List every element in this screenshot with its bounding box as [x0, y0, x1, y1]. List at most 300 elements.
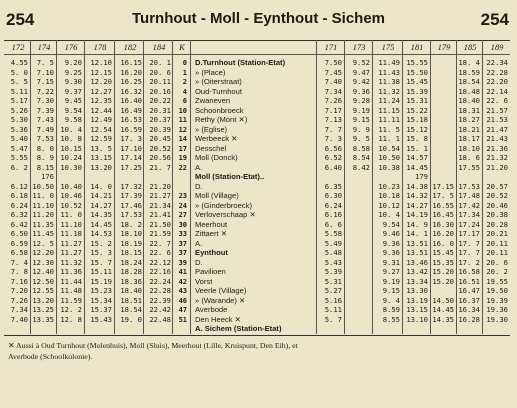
time-cell: 8. 9: [36, 153, 54, 162]
time-cell: 22.12: [149, 257, 171, 267]
time-cell: 12.50: [32, 276, 54, 286]
time-cell: 15.50: [406, 67, 428, 77]
time-cell: 7.30: [36, 96, 54, 105]
time-cell: 7.45: [324, 67, 342, 77]
time-cell: 15.20: [432, 276, 454, 286]
time-cell: 17. 5: [432, 191, 454, 200]
km-cell: 30: [178, 220, 187, 229]
time-cell: 10.38: [378, 162, 400, 172]
time-cell: 11. 1: [378, 134, 400, 143]
km-cell: 12: [178, 125, 187, 134]
time-cell: 15.22: [406, 105, 428, 115]
km-cell: 46: [178, 296, 187, 305]
station-name: Schoonbroeck: [195, 105, 244, 115]
time-cell: 16.45: [432, 210, 454, 219]
time-cell: 11.32: [60, 257, 82, 267]
time-cell: 10.40: [60, 181, 82, 191]
station-name: A. Sichem (Station-Etat): [195, 324, 282, 333]
table-row: [0, 58, 517, 68]
time-cell: 17.10: [120, 143, 142, 153]
time-cell: 12. 2: [60, 305, 82, 314]
time-cell: 6.42: [10, 219, 28, 229]
time-cell: 5. 5: [10, 77, 28, 86]
time-cell: 20.28: [486, 219, 508, 229]
time-cell: 12.35: [90, 96, 112, 105]
table-row: [0, 201, 517, 211]
time-cell: 18.51: [120, 295, 142, 305]
time-cell: 13.46: [406, 257, 428, 267]
time-cell: 10.50: [32, 181, 54, 191]
time-cell: 13.15: [406, 305, 428, 314]
time-cell: 22. 6: [149, 248, 171, 257]
time-cell: 9.46: [382, 229, 400, 238]
km-cell: 42: [178, 277, 187, 286]
time-cell: 9.42: [352, 77, 370, 86]
time-cell: 22.42: [149, 305, 171, 314]
time-cell: 18.27: [458, 115, 480, 124]
time-cell: 20.37: [149, 115, 171, 124]
time-cell: 15.43: [90, 314, 112, 324]
time-cell: 10. 4: [60, 124, 82, 134]
time-cell: 15.11: [90, 267, 112, 276]
time-cell: 7.17: [324, 105, 342, 115]
table-row: [0, 115, 517, 125]
time-cell: 6.24: [324, 200, 342, 210]
time-cell: 18.36: [120, 276, 142, 286]
station-name: Meerhout: [195, 219, 228, 229]
time-cell: 19.50: [486, 286, 508, 295]
time-cell: 20. 6: [149, 67, 171, 77]
time-cell: 11.49: [378, 58, 400, 67]
time-cell: 13.15: [90, 153, 112, 162]
time-cell: 176: [41, 172, 54, 181]
time-cell: 20.56: [149, 153, 171, 162]
time-cell: 19.55: [486, 276, 508, 286]
time-cell: 9.28: [352, 96, 370, 105]
time-cell: 13. 5: [90, 143, 112, 153]
time-cell: 7.15: [36, 77, 54, 86]
time-cell: 17.25: [120, 162, 142, 172]
time-cell: 11.24: [378, 96, 400, 105]
table-row: [0, 248, 517, 258]
km-cell: 23: [178, 192, 187, 200]
time-cell: 9.30: [64, 77, 82, 86]
table-row: [0, 106, 517, 116]
time-cell: 12.20: [90, 77, 112, 86]
time-cell: 15. 8: [406, 134, 428, 143]
station-name: Moll (Station-Etat)..: [195, 172, 265, 181]
time-cell: 22.48: [149, 314, 171, 324]
time-cell: 11.43: [378, 67, 400, 77]
time-cell: 10.50: [378, 153, 400, 162]
time-cell: 20.45: [149, 134, 171, 143]
station-name: » (Place): [195, 67, 226, 77]
time-cell: 12.15: [90, 67, 112, 77]
km-cell: 37: [178, 249, 187, 257]
column-header-189: 189: [490, 42, 504, 52]
table-row: [0, 296, 517, 306]
time-cell: 17.42: [458, 200, 480, 210]
time-cell: 11. 5: [378, 124, 400, 134]
time-cell: 17.17: [458, 229, 480, 238]
header-divider: [4, 54, 510, 55]
time-cell: 11.10: [32, 200, 54, 210]
station-name: Zittaert ✕: [195, 229, 228, 238]
time-cell: 7.10: [36, 67, 54, 77]
time-cell: 6.35: [324, 181, 342, 191]
time-cell: 7. 3: [324, 134, 342, 143]
time-cell: 14.38: [406, 181, 428, 191]
station-name: A.: [195, 162, 203, 172]
time-cell: 12.27: [90, 86, 112, 96]
time-cell: 6.52: [324, 153, 342, 162]
table-row: [0, 286, 517, 296]
timetable-header: [0, 0, 517, 36]
time-cell: 12. 5: [32, 238, 54, 248]
time-cell: 9.19: [352, 105, 370, 115]
station-name: Eynthout: [195, 248, 228, 257]
time-cell: 17. 7: [458, 238, 480, 248]
time-cell: 17. 2: [458, 257, 480, 267]
time-cell: 9.45: [64, 96, 82, 105]
time-cell: 16.28: [458, 314, 480, 324]
time-cell: 20.22: [149, 96, 171, 105]
time-cell: 21.43: [486, 134, 508, 143]
station-name: A.: [195, 238, 203, 248]
time-cell: 16.20: [432, 229, 454, 238]
time-cell: 20.11: [486, 238, 508, 248]
table-row: [0, 305, 517, 315]
time-cell: 15.20: [432, 267, 454, 276]
time-cell: 7.43: [36, 115, 54, 124]
time-cell: 18.54: [120, 305, 142, 314]
column-header-K: K: [179, 42, 185, 52]
time-cell: 15. 3: [90, 248, 112, 257]
time-cell: 18.31: [458, 105, 480, 115]
table-row: [0, 182, 517, 192]
time-cell: 21.36: [486, 143, 508, 153]
time-cell: 22.34: [486, 58, 508, 67]
time-cell: 20.21: [486, 229, 508, 238]
km-cell: 41: [178, 268, 187, 276]
station-name: Averbode: [195, 305, 228, 314]
column-header-185: 185: [463, 42, 477, 52]
time-cell: 16.55: [432, 200, 454, 210]
time-cell: 17.34: [458, 210, 480, 219]
time-cell: 17.15: [432, 181, 454, 191]
column-header-174: 174: [37, 42, 51, 52]
time-cell: 5.43: [324, 257, 342, 267]
time-cell: 6.40: [324, 162, 342, 172]
time-cell: 21.57: [486, 105, 508, 115]
time-cell: 13.10: [406, 314, 428, 324]
time-cell: 16.15: [120, 58, 142, 67]
time-cell: 7. 5: [36, 58, 54, 67]
time-cell: 5.49: [324, 238, 342, 248]
time-cell: 5. 0: [10, 67, 28, 77]
table-row: [0, 324, 517, 334]
time-cell: 20.52: [486, 191, 508, 200]
column-header-184: 184: [152, 42, 166, 52]
table-row: [0, 68, 517, 78]
table-row: [0, 125, 517, 135]
station-name: Moll (Donck): [195, 153, 238, 162]
time-cell: 5.27: [324, 286, 342, 295]
time-cell: 179: [415, 172, 428, 181]
time-cell: 9.54: [64, 105, 82, 115]
time-cell: 7.16: [10, 276, 28, 286]
km-cell: 24: [178, 201, 187, 210]
time-cell: 12.30: [32, 257, 54, 267]
time-cell: 22. 6: [486, 96, 508, 105]
time-cell: 9. 9: [352, 124, 370, 134]
time-cell: 11.15: [378, 105, 400, 115]
time-cell: 12.49: [90, 115, 112, 124]
time-cell: 18.40: [120, 286, 142, 295]
time-cell: 12.40: [32, 267, 54, 276]
time-cell: 9. 5: [352, 134, 370, 143]
time-cell: 9.15: [382, 286, 400, 295]
time-cell: 21.32: [486, 153, 508, 162]
time-cell: 17.14: [120, 153, 142, 162]
time-cell: 7. 8: [10, 267, 28, 276]
time-cell: 14. 0: [90, 181, 112, 191]
time-cell: 16.30: [432, 219, 454, 229]
time-cell: 14.27: [90, 200, 112, 210]
time-cell: 15.34: [90, 295, 112, 305]
time-cell: 21.53: [486, 115, 508, 124]
km-cell: 39: [178, 258, 187, 267]
station-name: Den Heeck ✕: [195, 314, 242, 324]
time-cell: 7.53: [36, 134, 54, 143]
time-cell: 5.17: [10, 96, 28, 105]
time-cell: 21.41: [149, 210, 171, 219]
time-cell: 8. 0: [36, 143, 54, 153]
time-cell: 18. 6: [458, 153, 480, 162]
timetable-title: Turnhout - Moll - Eynthout - Sichem: [131, 10, 386, 27]
time-cell: 22.16: [149, 267, 171, 276]
time-cell: 5.55: [10, 153, 28, 162]
time-cell: 5.26: [10, 105, 28, 115]
time-cell: 18.59: [458, 67, 480, 77]
time-cell: 10.46: [60, 191, 82, 200]
time-cell: 21.47: [486, 124, 508, 134]
time-cell: 9.27: [382, 267, 400, 276]
time-cell: 7.34: [10, 305, 28, 314]
time-cell: 14.50: [432, 295, 454, 305]
time-cell: 13.35: [32, 314, 54, 324]
time-cell: 20.31: [149, 105, 171, 115]
time-cell: 20. 1: [149, 58, 171, 67]
km-cell: 51: [178, 315, 187, 324]
legend-line-2: Averbode (Schoolkolonie).: [8, 352, 93, 361]
time-cell: 13.42: [406, 267, 428, 276]
time-cell: 14. 9: [406, 219, 428, 229]
time-cell: 17.24: [458, 219, 480, 229]
station-name: Zwaneven: [195, 96, 231, 105]
time-cell: 11. 0: [60, 210, 82, 219]
time-cell: 16.20: [120, 67, 142, 77]
time-cell: 13.34: [406, 276, 428, 286]
time-cell: 5.30: [10, 115, 28, 124]
time-cell: 14.53: [90, 229, 112, 238]
station-name: Rethy (Mont ✕): [195, 115, 248, 124]
time-cell: 12. 8: [60, 314, 82, 324]
time-cell: 6. 6: [324, 219, 342, 229]
time-cell: 9.36: [382, 238, 400, 248]
time-cell: 18.54: [458, 77, 480, 86]
km-cell: 10: [178, 106, 187, 115]
time-cell: 6.32: [10, 210, 28, 219]
time-cell: 11.45: [32, 229, 54, 238]
time-cell: 21.34: [149, 200, 171, 210]
station-name: Werbeeck ✕: [195, 134, 238, 143]
time-cell: 15.37: [90, 305, 112, 314]
time-cell: 8.42: [352, 162, 370, 172]
time-cell: 5.36: [10, 124, 28, 134]
time-cell: 20.16: [149, 86, 171, 96]
time-cell: 5.39: [324, 267, 342, 276]
column-header-179: 179: [437, 42, 451, 52]
km-cell: 43: [178, 287, 187, 295]
column-header-173: 173: [352, 42, 366, 52]
km-cell: 19: [178, 154, 187, 162]
time-cell: 16.53: [120, 115, 142, 124]
time-cell: 8.59: [382, 305, 400, 314]
time-cell: 18. 2: [120, 219, 142, 229]
time-cell: 12.20: [32, 248, 54, 257]
time-cell: 16.25: [120, 77, 142, 86]
time-cell: 10. 4: [378, 210, 400, 219]
time-cell: 10.23: [378, 181, 400, 191]
time-cell: 16.51: [458, 276, 480, 286]
time-cell: 5.40: [10, 134, 28, 143]
time-cell: 15.23: [90, 286, 112, 295]
time-cell: 13.30: [406, 286, 428, 295]
time-cell: 14. 1: [406, 229, 428, 238]
time-cell: 14.21: [90, 191, 112, 200]
time-cell: 15.31: [406, 96, 428, 105]
time-cell: 15.45: [432, 248, 454, 257]
table-row: [0, 172, 517, 182]
time-cell: 10.54: [378, 143, 400, 153]
time-cell: 7.34: [324, 86, 342, 96]
column-header-176: 176: [64, 42, 78, 52]
time-cell: 13.25: [32, 305, 54, 314]
time-cell: 21. 7: [149, 162, 171, 172]
column-header-178: 178: [93, 42, 107, 52]
time-cell: 5.16: [324, 295, 342, 305]
station-name: Vorst: [195, 276, 213, 286]
time-cell: 20.57: [486, 181, 508, 191]
km-cell: 47: [178, 306, 187, 314]
time-cell: 11.10: [60, 219, 82, 229]
station-name: Desschel: [195, 143, 227, 153]
station-name: Verloverschaap ✕: [195, 210, 256, 219]
table-row: [0, 258, 517, 268]
time-cell: 16.37: [458, 295, 480, 305]
time-cell: 5.11: [324, 305, 342, 314]
time-cell: 5.47: [10, 143, 28, 153]
station-name: Veerle (Village): [195, 286, 247, 295]
station-name: D.: [195, 181, 203, 191]
time-cell: 14.19: [406, 210, 428, 219]
time-cell: 14.35: [432, 314, 454, 324]
time-cell: 12.55: [32, 286, 54, 295]
station-name: Pavilioen: [195, 267, 226, 276]
time-cell: 18.19: [120, 238, 142, 248]
time-cell: 11. 0: [32, 191, 54, 200]
time-cell: 10.30: [60, 162, 82, 172]
time-cell: 11.48: [60, 286, 82, 295]
time-cell: 20. 2: [486, 267, 508, 276]
table-number-right: 254: [480, 10, 509, 29]
table-row: [0, 96, 517, 106]
time-cell: 11.18: [60, 229, 82, 238]
time-cell: 5.48: [324, 248, 342, 257]
column-header-172: 172: [11, 42, 25, 52]
footnote-legend: [8, 340, 513, 362]
time-cell: 18.21: [458, 124, 480, 134]
table-row: [0, 277, 517, 287]
km-cell: 6: [182, 97, 187, 105]
time-cell: 10.15: [60, 143, 82, 153]
time-cell: 12.44: [90, 105, 112, 115]
time-cell: 7.40: [324, 77, 342, 86]
time-cell: 15. 2: [90, 238, 112, 248]
time-cell: 7. 4: [10, 257, 28, 267]
time-cell: 7.22: [36, 86, 54, 96]
time-cell: 21.27: [149, 191, 171, 200]
time-cell: 15. 7: [90, 257, 112, 267]
column-header-182: 182: [123, 42, 137, 52]
table-row: [0, 239, 517, 249]
time-cell: 20.11: [486, 248, 508, 257]
time-cell: 9.20: [64, 58, 82, 67]
time-cell: 11.27: [60, 248, 82, 257]
time-cell: 18.48: [458, 86, 480, 96]
time-cell: 10.24: [60, 153, 82, 162]
time-cell: 6.30: [324, 191, 342, 200]
time-cell: 16.34: [458, 305, 480, 314]
legend-line-1: ✕ Aussi à Oud Turnhout (Molenhuis), Moll (Sluis), Meerhout (Lille, Kruispunt, Den Eih), et: [8, 341, 298, 350]
time-cell: 9.36: [382, 248, 400, 257]
time-cell: 11.36: [60, 267, 82, 276]
time-cell: 8.55: [382, 314, 400, 324]
time-cell: 8.15: [36, 162, 54, 172]
time-cell: 5.58: [324, 229, 342, 238]
station-name: » (Eglise): [195, 124, 228, 134]
time-cell: 19.39: [486, 295, 508, 305]
time-cell: 15.45: [406, 77, 428, 86]
time-cell: 11.20: [32, 210, 54, 219]
km-cell: 14: [178, 135, 187, 143]
time-cell: 9.54: [382, 219, 400, 229]
table-row: [0, 153, 517, 163]
time-cell: 6.16: [324, 210, 342, 219]
time-cell: 18.15: [120, 248, 142, 257]
table-row: [0, 220, 517, 230]
column-header-181: 181: [410, 42, 424, 52]
time-cell: 10. 8: [60, 134, 82, 143]
time-cell: 16.40: [120, 96, 142, 105]
time-cell: 4.55: [10, 58, 28, 67]
time-cell: 22.20: [486, 77, 508, 86]
time-cell: 9.58: [64, 115, 82, 124]
table-number-left: 254: [6, 10, 35, 29]
time-cell: 19. 0: [120, 314, 142, 324]
time-cell: 17.32: [120, 181, 142, 191]
